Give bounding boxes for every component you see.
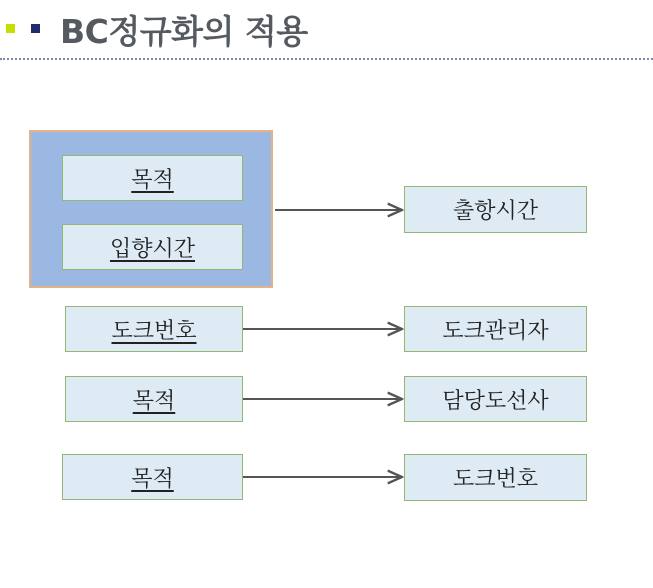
target-dock-number-label: 도크번호	[452, 467, 538, 492]
target-dock-manager-label: 도크관리자	[442, 318, 549, 344]
target-departure-time-label: 출항시간	[452, 199, 538, 224]
target-pilot-label: 담당도선사	[442, 388, 549, 414]
source-purpose-3-label: 목적	[131, 466, 174, 492]
page-title: BC정규화의 적용	[60, 12, 308, 51]
group-attribute-purpose-label: 목적	[131, 167, 174, 193]
source-purpose-2-label: 목적	[132, 388, 176, 414]
group-attribute-arrival-time-label: 입향시간	[109, 236, 195, 262]
source-dock-number-label: 도크번호	[111, 318, 197, 344]
